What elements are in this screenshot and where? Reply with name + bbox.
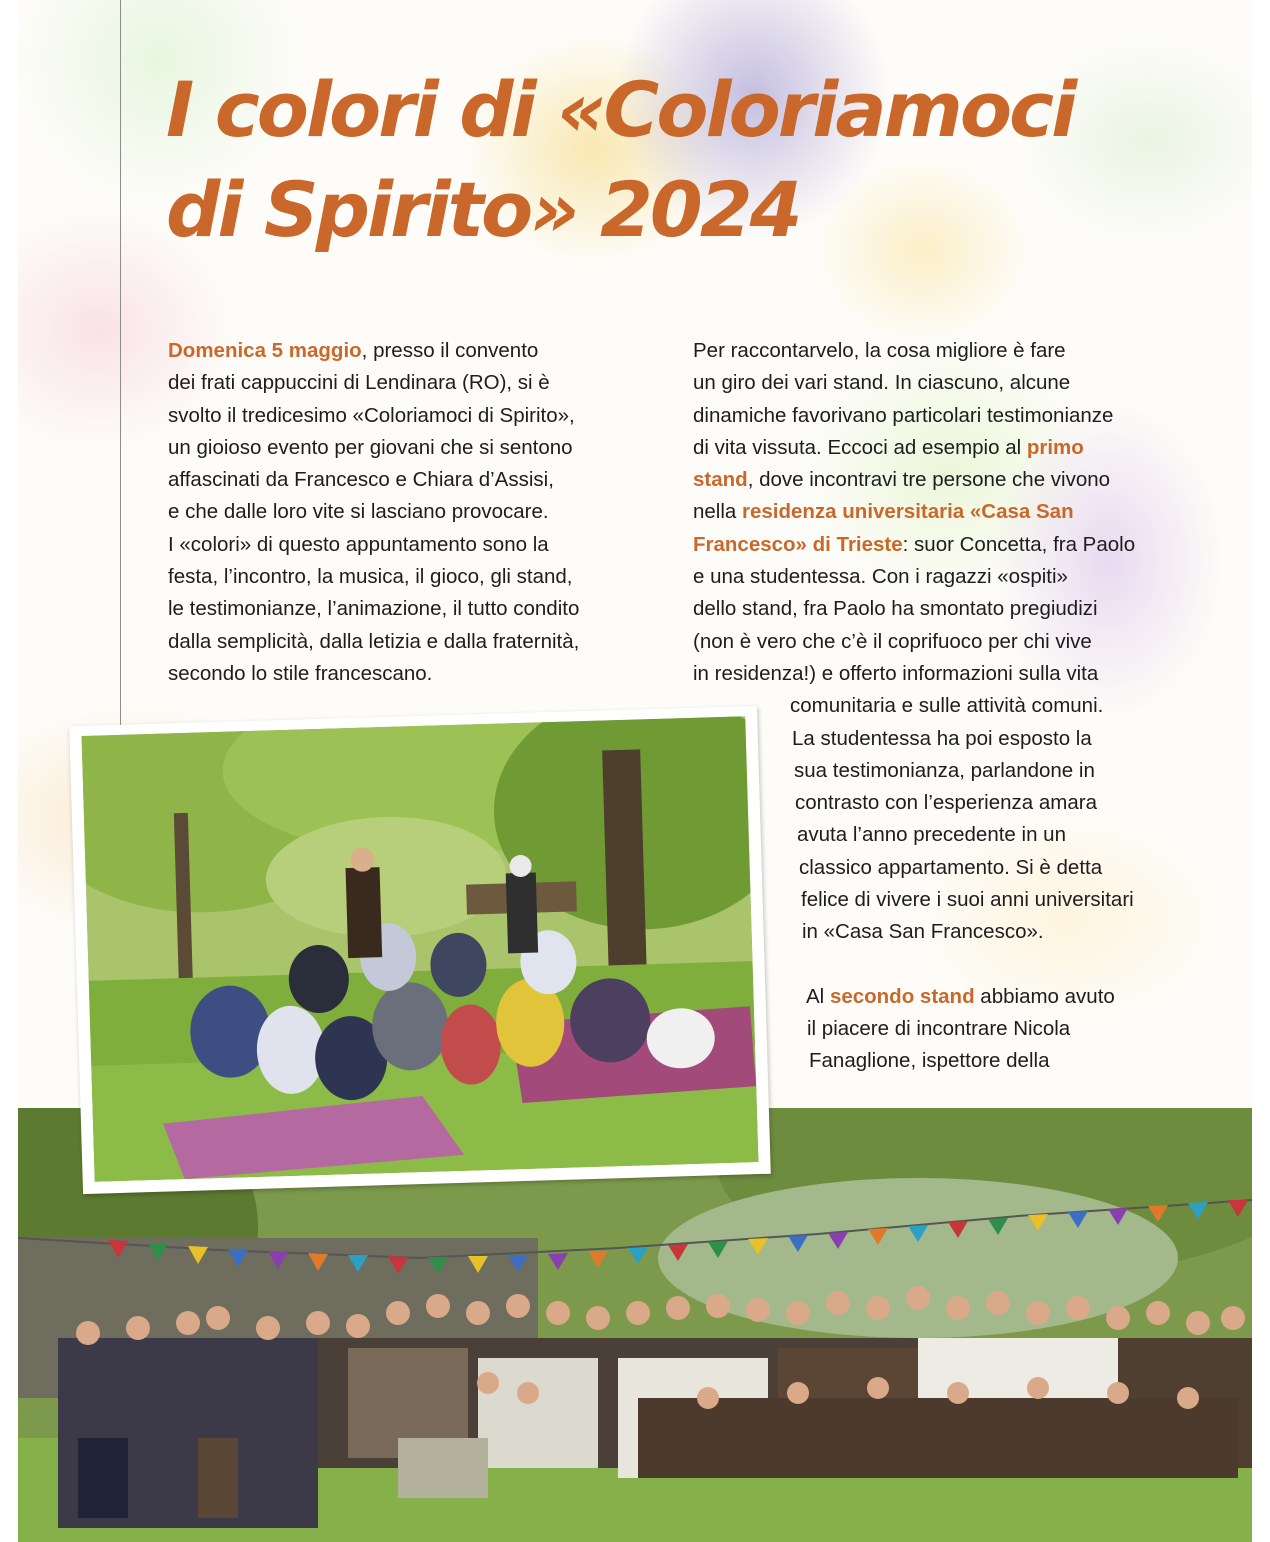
- text-line: dello stand, fra Paolo ha smontato pregiudizi: [693, 597, 1098, 621]
- vertical-rule: [120, 0, 121, 742]
- text-line: nella residenza universitaria «Casa San: [693, 500, 1074, 524]
- text-line: Francesco» di Trieste: suor Concetta, fra Paolo: [693, 532, 1136, 556]
- article-title: [166, 60, 1074, 260]
- text-line: di vita vissuta. Eccoci ad esempio al primo: [693, 435, 1084, 459]
- text-line: dalla semplicità, dalla letizia e dalla fraternità,: [168, 629, 580, 653]
- text-line: svolto il tredicesimo «Coloriamoci di Spirito»,: [168, 403, 575, 427]
- text-line: sua testimonianza, parlandone in: [794, 758, 1095, 782]
- title-line-2: di Spirito» 2024: [166, 165, 800, 254]
- text-line: I «colori» di questo appuntamento sono la: [168, 532, 549, 556]
- text-line: stand, dove incontravi tre persone che vivono: [693, 468, 1111, 492]
- highlight-residence: residenza universitaria «Casa San: [742, 500, 1074, 524]
- text-line: (non è vero che c’è il coprifuoco per chi vive: [693, 629, 1092, 653]
- highlight-date: Domenica 5 maggio: [168, 339, 362, 362]
- text-line: Al secondo stand abbiamo avuto: [806, 984, 1115, 1008]
- text-line: comunitaria e sulle attività comuni.: [790, 694, 1104, 718]
- text-line: in residenza!) e offerto informazioni sulla vita: [693, 661, 1099, 685]
- text-line: affascinati da Francesco e Chiara d’Assisi,: [168, 468, 554, 492]
- highlight-residence-2: Francesco» di Trieste: [693, 532, 903, 556]
- text-line: avuta l’anno precedente in un: [797, 823, 1066, 847]
- photo-image: [82, 716, 759, 1182]
- text-line: festa, l’incontro, la musica, il gioco, gli stand,: [168, 565, 573, 589]
- text-line: dei frati cappuccini di Lendinara (RO), si è: [168, 371, 550, 395]
- text-line: classico appartamento. Si è detta: [799, 855, 1103, 879]
- park-scene: [82, 716, 759, 1182]
- magazine-page: [18, 0, 1252, 1542]
- text-line: le testimonianze, l’animazione, il tutto condito: [168, 597, 580, 621]
- text-line: Fanaglione, ispettore della: [809, 1049, 1050, 1073]
- text-line: Per raccontarvelo, la cosa migliore è fare: [693, 339, 1066, 362]
- text-line: Domenica 5 maggio, presso il convento: [168, 339, 539, 362]
- title-line-1: I colori di «Coloriamoci: [166, 65, 1075, 154]
- text-line: un giro dei vari stand. In ciascuno, alcune: [693, 371, 1071, 395]
- text-line: La studentessa ha poi esposto la: [792, 726, 1092, 750]
- text-line: contrasto con l’esperienza amara: [795, 791, 1097, 815]
- highlight-first-stand: primo: [1026, 435, 1084, 459]
- highlight-second-stand: secondo stand: [829, 984, 975, 1008]
- photo-group-sitting-in-park: [69, 706, 771, 1194]
- text-line: e che dalle loro vite si lasciano provocare.: [168, 500, 549, 524]
- text-line: secondo lo stile francescano.: [168, 661, 433, 685]
- text-column-left: [168, 335, 579, 690]
- text-line: il piacere di incontrare Nicola: [807, 1016, 1071, 1040]
- text-line: in «Casa San Francesco».: [802, 920, 1044, 944]
- text-line: felice di vivere i suoi anni universitari: [801, 888, 1134, 912]
- text-line: un gioioso evento per giovani che si sentono: [168, 435, 573, 459]
- text-line: e una studentessa. Con i ragazzi «ospiti»: [693, 565, 1068, 589]
- highlight-first-stand-2: stand: [693, 468, 748, 492]
- text-line: dinamiche favorivano particolari testimonianze: [693, 403, 1114, 427]
